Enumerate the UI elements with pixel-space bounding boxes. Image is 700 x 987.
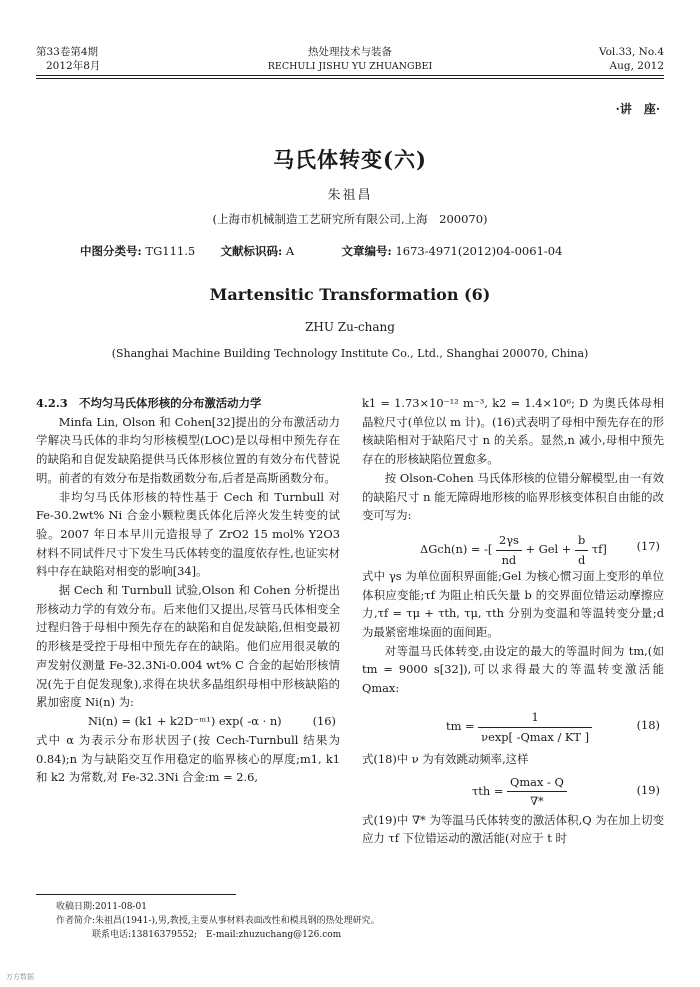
right-paragraph-5: 式(18)中 ν 为有效跳动频率,这样: [362, 751, 529, 766]
left-paragraph-4: 式中 α 为表示分布形状因子(按 Cech-Turnbull 结果为 0.84);n 为与缺陷交互作用稳定的临界核心的厚度;m1, k1 和 k2 为常数,对 Fe-32.3Ni 合金:m = 2.6,: [36, 732, 340, 785]
eq19-den: ∇*: [530, 794, 544, 809]
affiliation-en: (Shanghai Machine Building Technology Institute Co., Ltd., Shanghai 200070, China): [111, 347, 589, 360]
eq18-fraction: [478, 708, 592, 746]
article-label: 文章编号:: [341, 244, 392, 258]
left-paragraph-2: 非均匀马氏体形核的特性基于 Cech 和 Turnbull 对 Fe-30.2wt% Ni 合金小颗粒奥氏体化后淬火发生转变的试验。2007 年日本早川元造报导了 ZrO2 15 mol% Y2O3 材料不同试件尺寸下发生马氏体转变的温度依存性,也证实材料中存在缺陷对相变的影响[34]。: [36, 489, 340, 579]
eq17-num-2: b: [575, 531, 588, 551]
right-paragraph-4: 对等温马氏体转变,由设定的最大的等温时间为 tm,(如 tm = 9000 s[32]),可以求得最大的等温转变激活能 Qmax:: [362, 643, 664, 696]
equation-16: [36, 712, 340, 731]
eq19-fraction: [507, 773, 567, 811]
header-volume-cn: 第33卷第4期: [36, 46, 99, 58]
eq19-lhs: τth =: [472, 783, 508, 798]
footnote-contact: 联系电话:13816379552; E-mail:zhuzuchang@126.com: [92, 930, 342, 940]
equation-17: [362, 527, 664, 565]
column-tag: ·讲 座·: [615, 102, 660, 116]
right-paragraph-2: 按 Olson-Cohen 马氏体形核的位错分解模型,由一有效的缺陷尺寸 n 能无障碍地形核的临界形核变体积自由能的改变可写为:: [362, 470, 664, 523]
clc-label: 中图分类号:: [80, 244, 142, 258]
left-paragraph-1: Minfa Lin, Olson 和 Cohen[32]提出的分布激活动力学解决马氏体的非均匀形核模型(LOC)是以母相中预先存在的缺陷和自促发缺陷提供马氏体形核位置的有效分布代替说明。前者的有效分布是指数函数分布,后者是高斯函数分布。: [36, 414, 340, 485]
left-paragraph-3: 据 Cech 和 Turnbull 试验,Olson 和 Cohen 分析提出形核动力学的有效分布。后来他们又提出,尽管马氏体相变全过程归咎于母相中预先存在的缺陷和自促发缺陷,但相变最初的形核是受控于母相中预先存在的缺陷。他们应用很灵敏的声发射仪测量 Fe-32.3Ni-0.004 wt% C 合金的起始形核情况(先于自促发现象),求得在块状多晶组织母相中形核缺陷的累加密度 Ni(n) 为:: [36, 583, 340, 710]
equation-18: [362, 702, 664, 746]
header-volume-en: Vol.33, No.4: [598, 46, 664, 58]
footnote-rule: [36, 894, 236, 895]
eq17-lhs: ΔGch(n) = -[: [420, 542, 493, 557]
equation-16-body: Ni(n) = (k1 + k2D⁻ᵐ¹) exp( -α · n): [88, 713, 282, 728]
corner-mark: 万方数据: [6, 973, 34, 981]
eq18-num: 1: [478, 708, 592, 728]
header-rule-thin: [36, 78, 664, 79]
author-cn: 朱祖昌: [327, 188, 373, 203]
left-column: [36, 394, 340, 787]
clc-value: TG111.5: [145, 244, 196, 258]
eq17-den-1: nd: [501, 552, 517, 567]
eq17-end: τf]: [591, 542, 607, 557]
header-rule: [36, 75, 664, 76]
equation-16-number: (16): [312, 713, 336, 728]
right-paragraph-1: k1 = 1.73×10⁻¹² m⁻³, k2 = 1.4×10⁶; D 为奥氏体母相晶粒尺寸(单位以 m 计)。(16)式表明了母相中预先存在的形核缺陷相对于缺陷尺寸 n 的关系。显然,n 减小,母相中预先存在的形核缺陷位置愈多。: [362, 396, 664, 467]
section-heading: 4.2.3 不均匀马氏体形核的分布激活动力学: [36, 396, 262, 410]
title-en: Martensitic Transformation (6): [209, 285, 491, 304]
eq17-den-2: d: [577, 552, 586, 567]
equation-19-number: (19): [636, 782, 660, 797]
header-journal-cn: 热处理技术与装备: [308, 46, 392, 58]
eq19-num: Qmax - Q: [507, 773, 567, 793]
equation-17-number: (17): [636, 538, 660, 553]
author-en: ZHU Zu-chang: [305, 320, 395, 334]
footnote-author-intro: 作者简介:朱祖昌(1941-),男,教授,主要从事材料表面改性和模具钢的热处理研究。: [56, 916, 380, 926]
footnote: [56, 900, 656, 942]
eq18-den: νexp[ -Qmax / KT ]: [481, 729, 590, 744]
title-cn: 马氏体转变(六): [273, 147, 427, 172]
right-column: [362, 394, 664, 848]
eq17-fraction-2: [575, 531, 588, 569]
meta-line: [80, 243, 660, 259]
affiliation-cn: (上海市机械制造工艺研究所有限公司,上海 200070): [212, 212, 488, 226]
eq18-lhs: tm =: [446, 719, 479, 734]
article-value: 1673-4971(2012)04-0061-04: [395, 244, 563, 258]
eq17-mid: + Gel +: [525, 542, 575, 557]
doc-label: 文献标识码:: [220, 244, 283, 258]
eq17-num-1: 2γs: [496, 531, 522, 551]
doc-value: A: [285, 244, 295, 258]
eq17-fraction-1: [496, 531, 522, 569]
footnote-received: 收稿日期:2011-08-01: [56, 902, 147, 912]
equation-19: [362, 771, 664, 809]
header-date-cn: 2012年8月: [46, 60, 101, 72]
header-journal-pinyin: RECHULI JISHU YU ZHUANGBEI: [267, 61, 433, 72]
right-paragraph-6: 式(19)中 ∇* 为等温马氏体转变的激活体积,Q 为在加上切变应力 τf 下位错运动的激活能(对应于 t 时: [362, 812, 664, 846]
header-date-en: Aug, 2012: [609, 60, 664, 72]
right-paragraph-3: 式中 γs 为单位面积界面能;Gel 为核心惯习面上变形的单位体积应变能;τf 为阻止柏氏矢量 b 的交界面位错运动摩擦应力,τf = τμ + τth, τμ, τth 分别为变温和等温转变分量;d 为最紧密堆垛面的面间距。: [362, 568, 664, 640]
equation-18-number: (18): [636, 717, 660, 732]
